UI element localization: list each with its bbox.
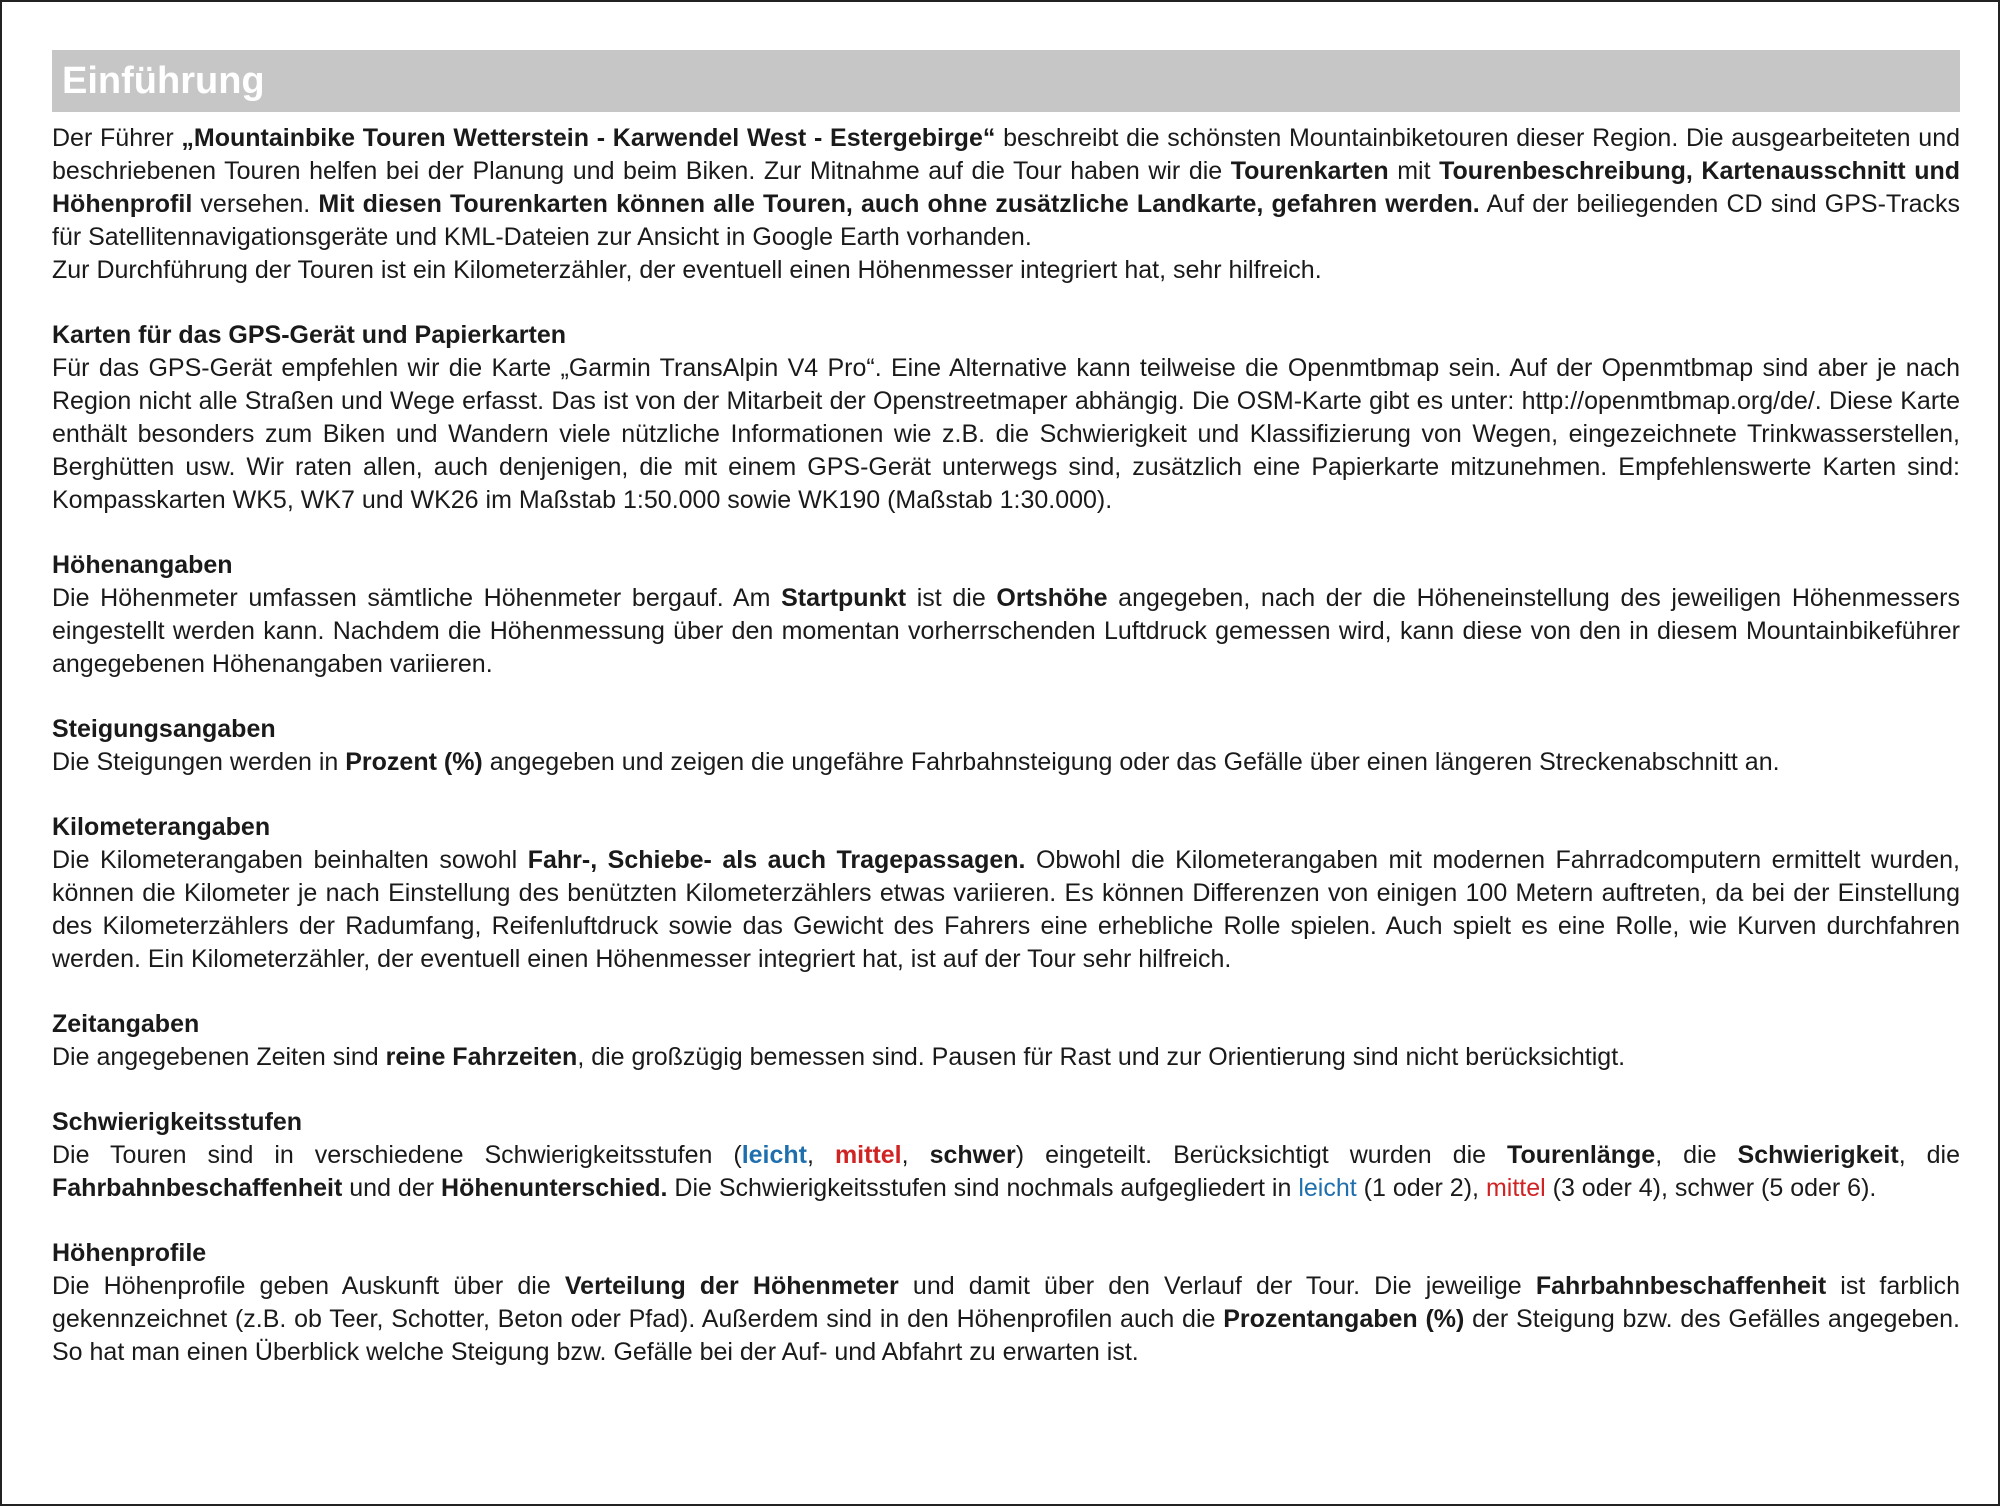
text: der Steigung bzw. des Gefälles angegeben. So hat man einen Überblick welche Steigung bzw. Gefälle bei der Auf- und Abfahrt zu erwarten ist. xyxy=(52,1305,1961,1366)
text: Die Touren sind in verschiedene Schwierigkeitsstufen ( xyxy=(52,1141,742,1169)
text: , die xyxy=(1898,1141,1960,1169)
section-text xyxy=(52,1139,1960,1205)
text: Der Führer xyxy=(52,124,182,152)
text: Die Höhenprofile geben Auskunft über die xyxy=(52,1272,565,1300)
level-leicht-inline: leicht xyxy=(1298,1174,1357,1202)
text: und der xyxy=(342,1174,442,1202)
section-text xyxy=(52,1270,1960,1369)
bold-text: Tourenlänge xyxy=(1507,1141,1656,1169)
text: angegeben und zeigen die ungefähre Fahrbahnsteigung oder das Gefälle über einen längeren Streckenabschnitt an. xyxy=(482,748,1780,776)
section-heading: Karten für das GPS-Gerät und Papierkarten xyxy=(52,321,567,349)
text: beschreibt die schönsten Mountainbiketouren dieser Region. Die ausgearbeiteten und beschriebenen Touren helfen bei der Planung und beim Biken. Zur Mitnahme auf die Tour haben wir die xyxy=(52,124,1960,185)
text: , die großzügig bemessen sind. Pausen für Rast und zur Orientierung sind nicht berücksichtigt. xyxy=(577,1043,1626,1071)
section-text xyxy=(52,1041,1960,1074)
section-karten xyxy=(52,319,1960,517)
section-heading: Kilometerangaben xyxy=(52,813,271,841)
text: Die angegebenen Zeiten sind xyxy=(52,1043,386,1071)
section-steigung xyxy=(52,713,1960,779)
title-bar xyxy=(52,50,1960,112)
text: , xyxy=(901,1141,930,1169)
text: ist die xyxy=(906,584,997,612)
section-zeit xyxy=(52,1008,1960,1074)
level-mittel: mittel xyxy=(834,1141,902,1169)
bold-text: Tourenkarten xyxy=(1230,157,1389,185)
page-content xyxy=(52,50,1960,1401)
text: angegeben, nach der die Höheneinstellung des jeweiligen Höhenmessers eingestellt werden kann. Nachdem die Höhenmessung über den momentan vorherrschenden Luftdruck gemessen wird, kann diese von den in diesem Mountainbikeführer angegebenen Höhenangaben variieren. xyxy=(52,584,1960,678)
text: Obwohl die Kilometerangaben mit modernen Fahrradcomputern ermittelt wurden, können die Kilometer je nach Einstellung des benützten Kilometerzählers etwas variieren. Es können Differenzen von einigen 100 Metern auftreten, da bei der Einstellung des Kilometerzählers der Radumfang, Reifenluftdruck sowie das Gewicht des Fahrers eine erhebliche Rolle spielen. Auch spielt es eine Rolle, wie Kurven durchfahren werden. Ein Kilometerzähler, der eventuell einen Höhenmesser integriert hat, ist auf der Tour sehr hilfreich. xyxy=(52,846,1960,973)
section-hoehenprofile xyxy=(52,1237,1960,1369)
level-mittel-inline: mittel xyxy=(1485,1174,1546,1202)
bold-text: Mit diesen Tourenkarten können alle Touren, auch ohne zusätzliche Landkarte, gefahren werden. xyxy=(318,190,1480,218)
bold-text: Ortshöhe xyxy=(996,584,1108,612)
bold-text: Prozentangaben (%) xyxy=(1223,1305,1465,1333)
intro-paragraph xyxy=(52,122,1960,254)
text: Auf der beiliegenden CD sind GPS-Tracks für Satellitennavigationsgeräte und KML-Dateien zur Ansicht in Google Earth vorhanden. xyxy=(52,190,1960,251)
text: Die Steigungen werden in xyxy=(52,748,346,776)
text: , xyxy=(807,1141,835,1169)
text: (3 oder 4), schwer (5 oder 6). xyxy=(1545,1174,1877,1202)
section-text xyxy=(52,844,1960,976)
bold-text: Schwierigkeit xyxy=(1737,1141,1899,1169)
intro-paragraph-2: Zur Durchführung der Touren ist ein Kilometerzähler, der eventuell einen Höhenmesser integriert hat, sehr hilfreich. xyxy=(52,256,1322,284)
bold-text: reine Fahrzeiten xyxy=(385,1043,578,1071)
section-heading: Steigungsangaben xyxy=(52,715,276,743)
text: versehen. xyxy=(192,190,319,218)
text: (1 oder 2), xyxy=(1356,1174,1486,1202)
page-title: Einführung xyxy=(62,59,265,102)
section-text: Für das GPS-Gerät empfehlen wir die Karte „Garmin TransAlpin V4 Pro“. Eine Alternative kann teilweise die Openmtbmap sein. Auf der Openmtbmap sind aber je nach Region nicht alle Straßen und Wege erfasst. Das ist von der Mitarbeit der Openstreetmaper abhängig. Die OSM-Karte gibt es unter: http://openmtbmap.org/de/. Diese Karte enthält besonders zum Biken und Wandern viele nützliche Informationen wie z.B. die Schwierigkeit und Klassifizierung von Wegen, eingezeichnete Trinkwasserstellen, Berghütten usw. Wir raten allen, auch denjenigen, die mit einem GPS-Gerät unterwegs sind, zusätzlich eine Papierkarte mitzunehmen. Empfehlenswerte Karten sind: Kompasskarten WK5, WK7 und WK26 im Maßstab 1:50.000 sowie WK190 (Maßstab 1:30.000). xyxy=(52,354,1960,514)
section-kilometer xyxy=(52,811,1960,976)
bold-text: Höhenunterschied. xyxy=(441,1174,668,1202)
bold-text: Verteilung der Höhenmeter xyxy=(564,1272,899,1300)
bold-text: Fahrbahnbeschaffenheit xyxy=(52,1174,343,1202)
level-leicht: leicht xyxy=(741,1141,807,1169)
section-hoehenangaben xyxy=(52,549,1960,681)
section-text xyxy=(52,746,1960,779)
section-heading: Zeitangaben xyxy=(52,1010,200,1038)
section-text xyxy=(52,582,1960,681)
level-schwer: schwer xyxy=(929,1141,1016,1169)
text: mit xyxy=(1388,157,1440,185)
text: Die Kilometerangaben beinhalten sowohl xyxy=(52,846,528,874)
text: Die Schwierigkeitsstufen sind nochmals aufgegliedert in xyxy=(667,1174,1299,1202)
bold-text: Startpunkt xyxy=(781,584,907,612)
bold-text: Fahr-, Schiebe- als auch Tragepassagen. xyxy=(527,846,1026,874)
section-intro xyxy=(52,122,1960,287)
bold-text: Fahrbahnbeschaffenheit xyxy=(1535,1272,1827,1300)
text: ist farblich gekennzeichnet (z.B. ob Teer, Schotter, Beton oder Pfad). Außerdem sind in den Höhenprofilen auch die xyxy=(52,1272,1961,1333)
section-heading: Schwierigkeitsstufen xyxy=(52,1108,303,1136)
text: Die Höhenmeter umfassen sämtliche Höhenmeter bergauf. Am xyxy=(52,584,782,612)
text: und damit über den Verlauf der Tour. Die jeweilige xyxy=(898,1272,1536,1300)
section-heading: Höhenangaben xyxy=(52,551,233,579)
bold-text: Prozent (%) xyxy=(345,748,483,776)
section-heading: Höhenprofile xyxy=(52,1239,207,1267)
bold-text: Tourenbeschreibung, Kartenausschnitt und Höhenprofil xyxy=(52,157,1961,218)
text: ) eingeteilt. Berücksichtigt wurden die xyxy=(1015,1141,1508,1169)
section-schwierigkeit xyxy=(52,1106,1960,1205)
text: , die xyxy=(1655,1141,1738,1169)
book-title: „Mountainbike Touren Wetterstein - Karwendel West - Estergebirge“ xyxy=(181,124,996,152)
